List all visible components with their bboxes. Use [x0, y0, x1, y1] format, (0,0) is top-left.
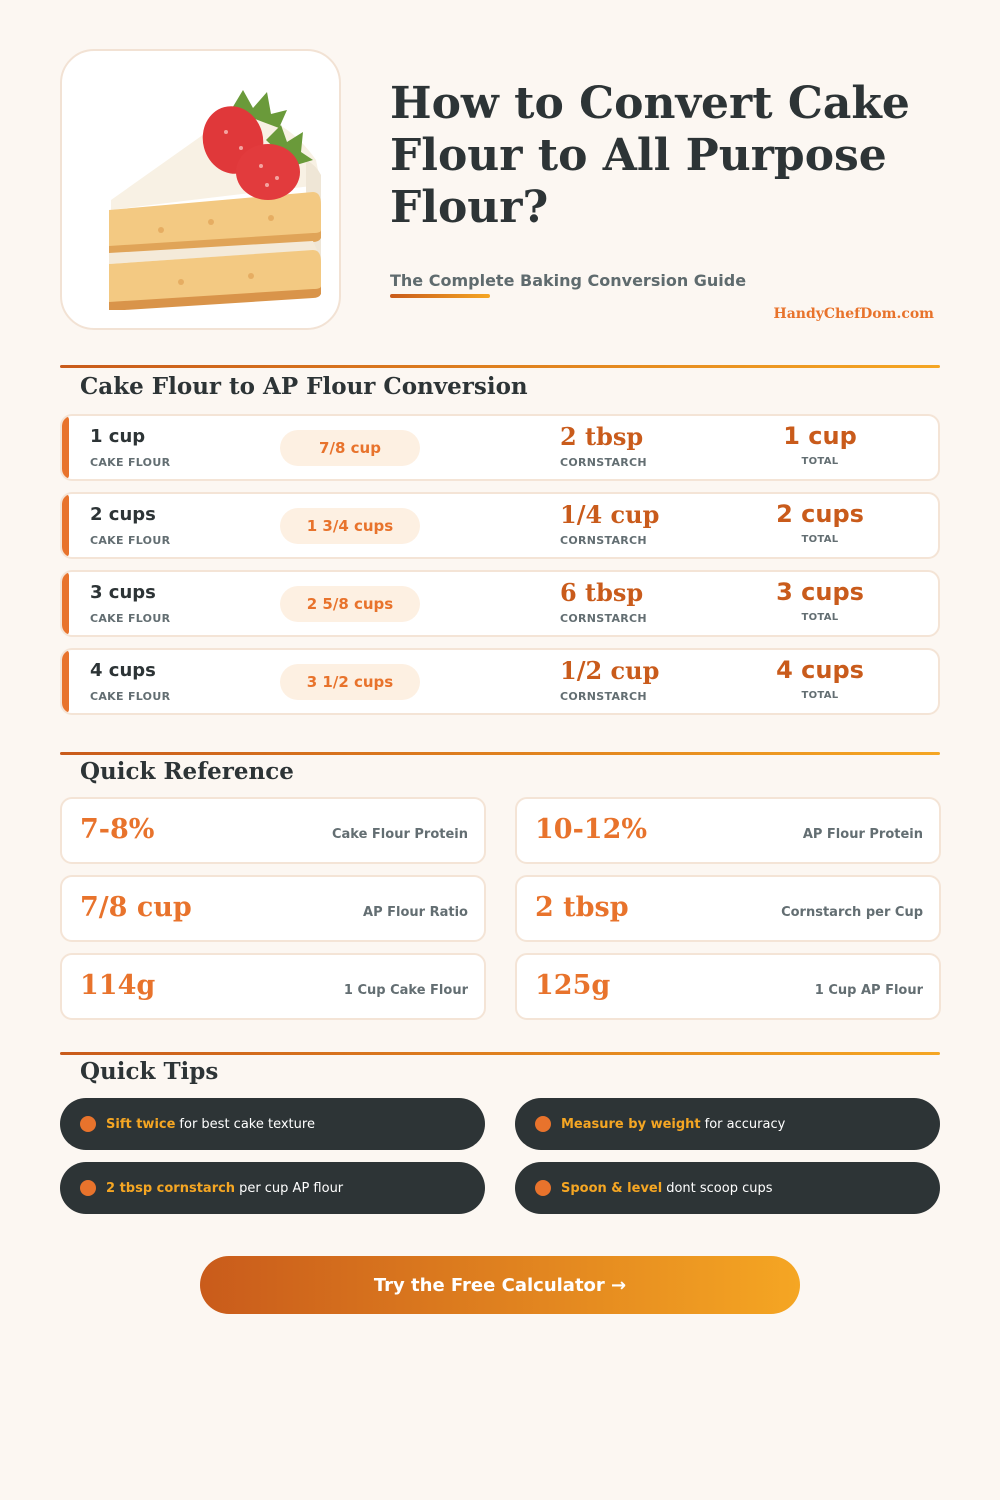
tip-pill — [515, 1098, 940, 1150]
reference-value: 10-12% — [535, 814, 648, 845]
page-title: How to Convert Cake Flour to All Purpose Flour? — [390, 78, 910, 233]
reference-label: Cake Flour Protein — [331, 827, 468, 842]
total-value: 1 cup — [783, 422, 857, 450]
reference-label: AP Flour Ratio — [363, 905, 468, 920]
page-subtitle: The Complete Baking Conversion Guide — [390, 271, 747, 290]
reference-value: 114g — [80, 970, 156, 1001]
cornstarch-value: 1/4 cup — [560, 500, 660, 529]
reference-label: 1 Cup Cake Flour — [343, 983, 468, 998]
tip-text: for best cake texture — [179, 1116, 315, 1132]
tip-text: for accuracy — [704, 1116, 786, 1132]
tip-text: dont scoop cups — [666, 1180, 773, 1196]
section-divider — [60, 1052, 940, 1055]
conversion-row — [60, 648, 940, 715]
cornstarch-label: CORNSTARCH — [560, 690, 647, 703]
cake-flour-quantity: 1 cup — [90, 426, 146, 447]
row-accent-bar — [62, 416, 69, 479]
ap-flour-pill: 7/8 cup — [280, 430, 420, 466]
row-accent-bar — [62, 572, 69, 635]
total-label: TOTAL — [801, 534, 839, 545]
cake-flour-label: CAKE FLOUR — [90, 456, 171, 469]
hero-image-card — [60, 49, 341, 330]
total-cell — [730, 572, 910, 635]
tips-section-title: Quick Tips — [80, 1058, 219, 1085]
cornstarch-label: CORNSTARCH — [560, 534, 647, 547]
cornstarch-label: CORNSTARCH — [560, 612, 647, 625]
section-divider — [60, 752, 940, 755]
reference-section-title: Quick Reference — [80, 758, 294, 785]
cake-flour-quantity: 2 cups — [90, 504, 156, 525]
cornstarch-value: 6 tbsp — [560, 578, 644, 607]
conversion-row — [60, 492, 940, 559]
bullet-dot-icon — [80, 1180, 96, 1196]
bullet-dot-icon — [535, 1116, 551, 1132]
conversion-section-title: Cake Flour to AP Flour Conversion — [80, 373, 528, 400]
total-value: 2 cups — [776, 500, 864, 528]
reference-value: 2 tbsp — [535, 892, 629, 923]
conversion-row — [60, 570, 940, 637]
cake-flour-label: CAKE FLOUR — [90, 534, 171, 547]
reference-card — [515, 797, 941, 864]
cake-flour-label: CAKE FLOUR — [90, 612, 171, 625]
section-divider — [60, 365, 940, 368]
cake-flour-quantity: 4 cups — [90, 660, 156, 681]
tip-highlight: Spoon & level — [561, 1180, 663, 1196]
tip-pill — [60, 1098, 485, 1150]
tip-pill — [60, 1162, 485, 1214]
reference-card — [60, 797, 486, 864]
tip-highlight: 2 tbsp cornstarch — [106, 1180, 236, 1196]
ap-flour-pill: 3 1/2 cups — [280, 664, 420, 700]
total-label: TOTAL — [801, 690, 839, 701]
ap-flour-pill: 1 3/4 cups — [280, 508, 420, 544]
reference-card — [515, 875, 941, 942]
reference-card — [60, 875, 486, 942]
cake-flour-label: CAKE FLOUR — [90, 690, 171, 703]
cornstarch-value: 1/2 cup — [560, 656, 660, 685]
tip-pill — [515, 1162, 940, 1214]
cornstarch-label: CORNSTARCH — [560, 456, 647, 469]
total-cell — [730, 494, 910, 557]
cake-flour-quantity: 3 cups — [90, 582, 156, 603]
brand-link[interactable]: HandyChefDom.com — [773, 306, 934, 322]
total-label: TOTAL — [801, 456, 839, 467]
try-calculator-button[interactable]: Try the Free Calculator → — [200, 1256, 800, 1314]
reference-label: Cornstarch per Cup — [781, 905, 923, 920]
reference-label: AP Flour Protein — [802, 827, 923, 842]
total-value: 4 cups — [776, 656, 864, 684]
bullet-dot-icon — [80, 1116, 96, 1132]
reference-value: 7/8 cup — [80, 892, 192, 923]
tip-text: per cup AP flour — [239, 1180, 344, 1196]
ap-flour-pill: 2 5/8 cups — [280, 586, 420, 622]
tip-highlight: Sift twice — [106, 1116, 176, 1132]
total-value: 3 cups — [776, 578, 864, 606]
row-accent-bar — [62, 650, 69, 713]
reference-card — [515, 953, 941, 1020]
reference-label: 1 Cup AP Flour — [814, 983, 923, 998]
reference-card — [60, 953, 486, 1020]
strawberry-cake-slice-icon — [81, 70, 321, 310]
bullet-dot-icon — [535, 1180, 551, 1196]
subtitle-underline — [390, 294, 490, 298]
total-cell — [730, 416, 910, 479]
reference-value: 125g — [535, 970, 611, 1001]
conversion-row — [60, 414, 940, 481]
cornstarch-value: 2 tbsp — [560, 422, 644, 451]
tip-highlight: Measure by weight — [561, 1116, 701, 1132]
row-accent-bar — [62, 494, 69, 557]
total-cell — [730, 650, 910, 713]
total-label: TOTAL — [801, 612, 839, 623]
reference-value: 7-8% — [80, 814, 155, 845]
